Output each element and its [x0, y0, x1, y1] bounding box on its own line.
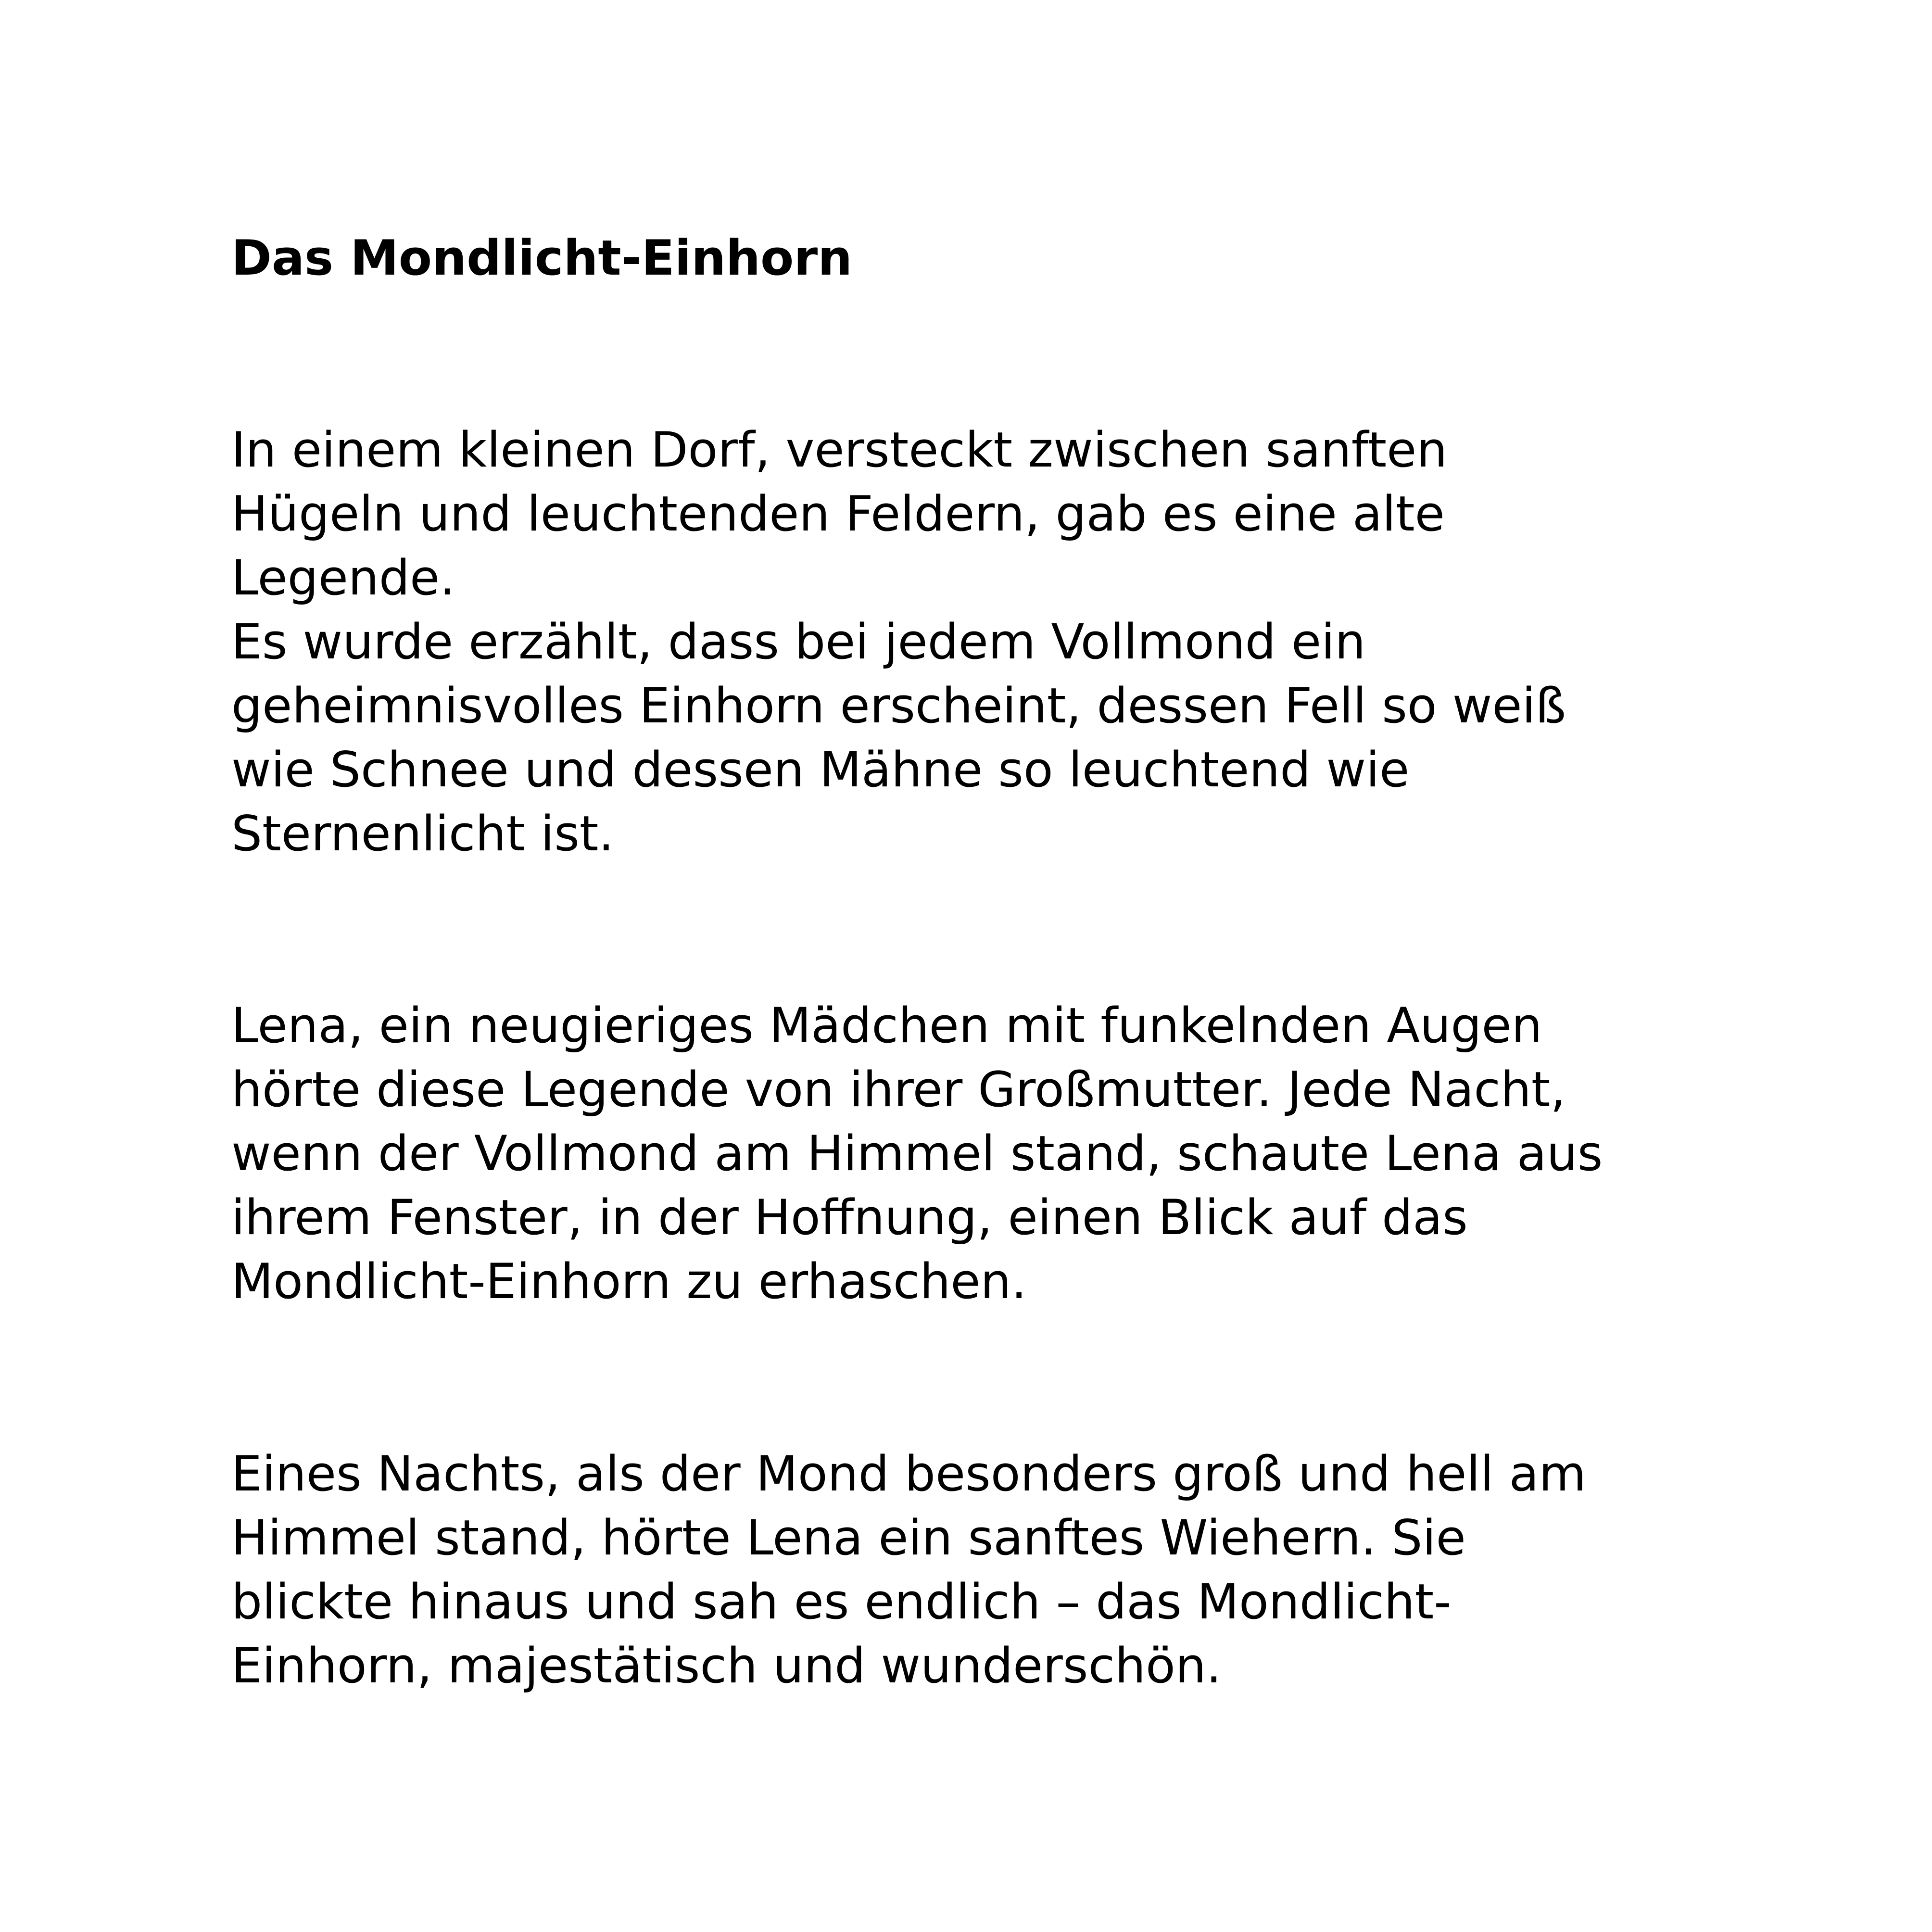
text-line: Einhorn, majestätisch und wunderschön.	[231, 1637, 1222, 1694]
paragraph-2	[231, 994, 1770, 1313]
text-line: Legende.	[231, 549, 455, 606]
text-line: Lena, ein neugieriges Mädchen mit funkelnden Augen	[231, 997, 1542, 1054]
text-line: Es wurde erzählt, dass bei jedem Vollmond ein	[231, 613, 1366, 670]
text-line: Sternenlicht ist.	[231, 805, 614, 862]
text-line: Mondlicht-Einhorn zu erhaschen.	[231, 1253, 1027, 1310]
text-line: Eines Nachts, als der Mond besonders groß und hell am	[231, 1445, 1586, 1502]
text-line: geheimnisvolles Einhorn erscheint, dessen Fell so weiß	[231, 677, 1566, 734]
story-title: Das Mondlicht-Einhorn	[231, 229, 853, 286]
text-line: ihrem Fenster, in der Hoffnung, einen Blick auf das	[231, 1189, 1468, 1246]
text-line: wie Schnee und dessen Mähne so leuchtend wie	[231, 741, 1410, 798]
text-line: Himmel stand, hörte Lena ein sanftes Wiehern. Sie	[231, 1509, 1466, 1566]
text-line: Hügeln und leuchtenden Feldern, gab es eine alte	[231, 485, 1445, 542]
paragraph-1	[231, 418, 1770, 866]
paragraph-3	[231, 1442, 1770, 1698]
text-line: hörte diese Legende von ihrer Großmutter. Jede Nacht,	[231, 1061, 1566, 1118]
text-line: In einem kleinen Dorf, versteckt zwischen sanften	[231, 421, 1448, 478]
text-line: blickte hinaus und sah es endlich – das Mondlicht-	[231, 1573, 1452, 1630]
text-line: wenn der Vollmond am Himmel stand, schaute Lena aus	[231, 1125, 1603, 1182]
story-content	[231, 226, 1770, 1698]
